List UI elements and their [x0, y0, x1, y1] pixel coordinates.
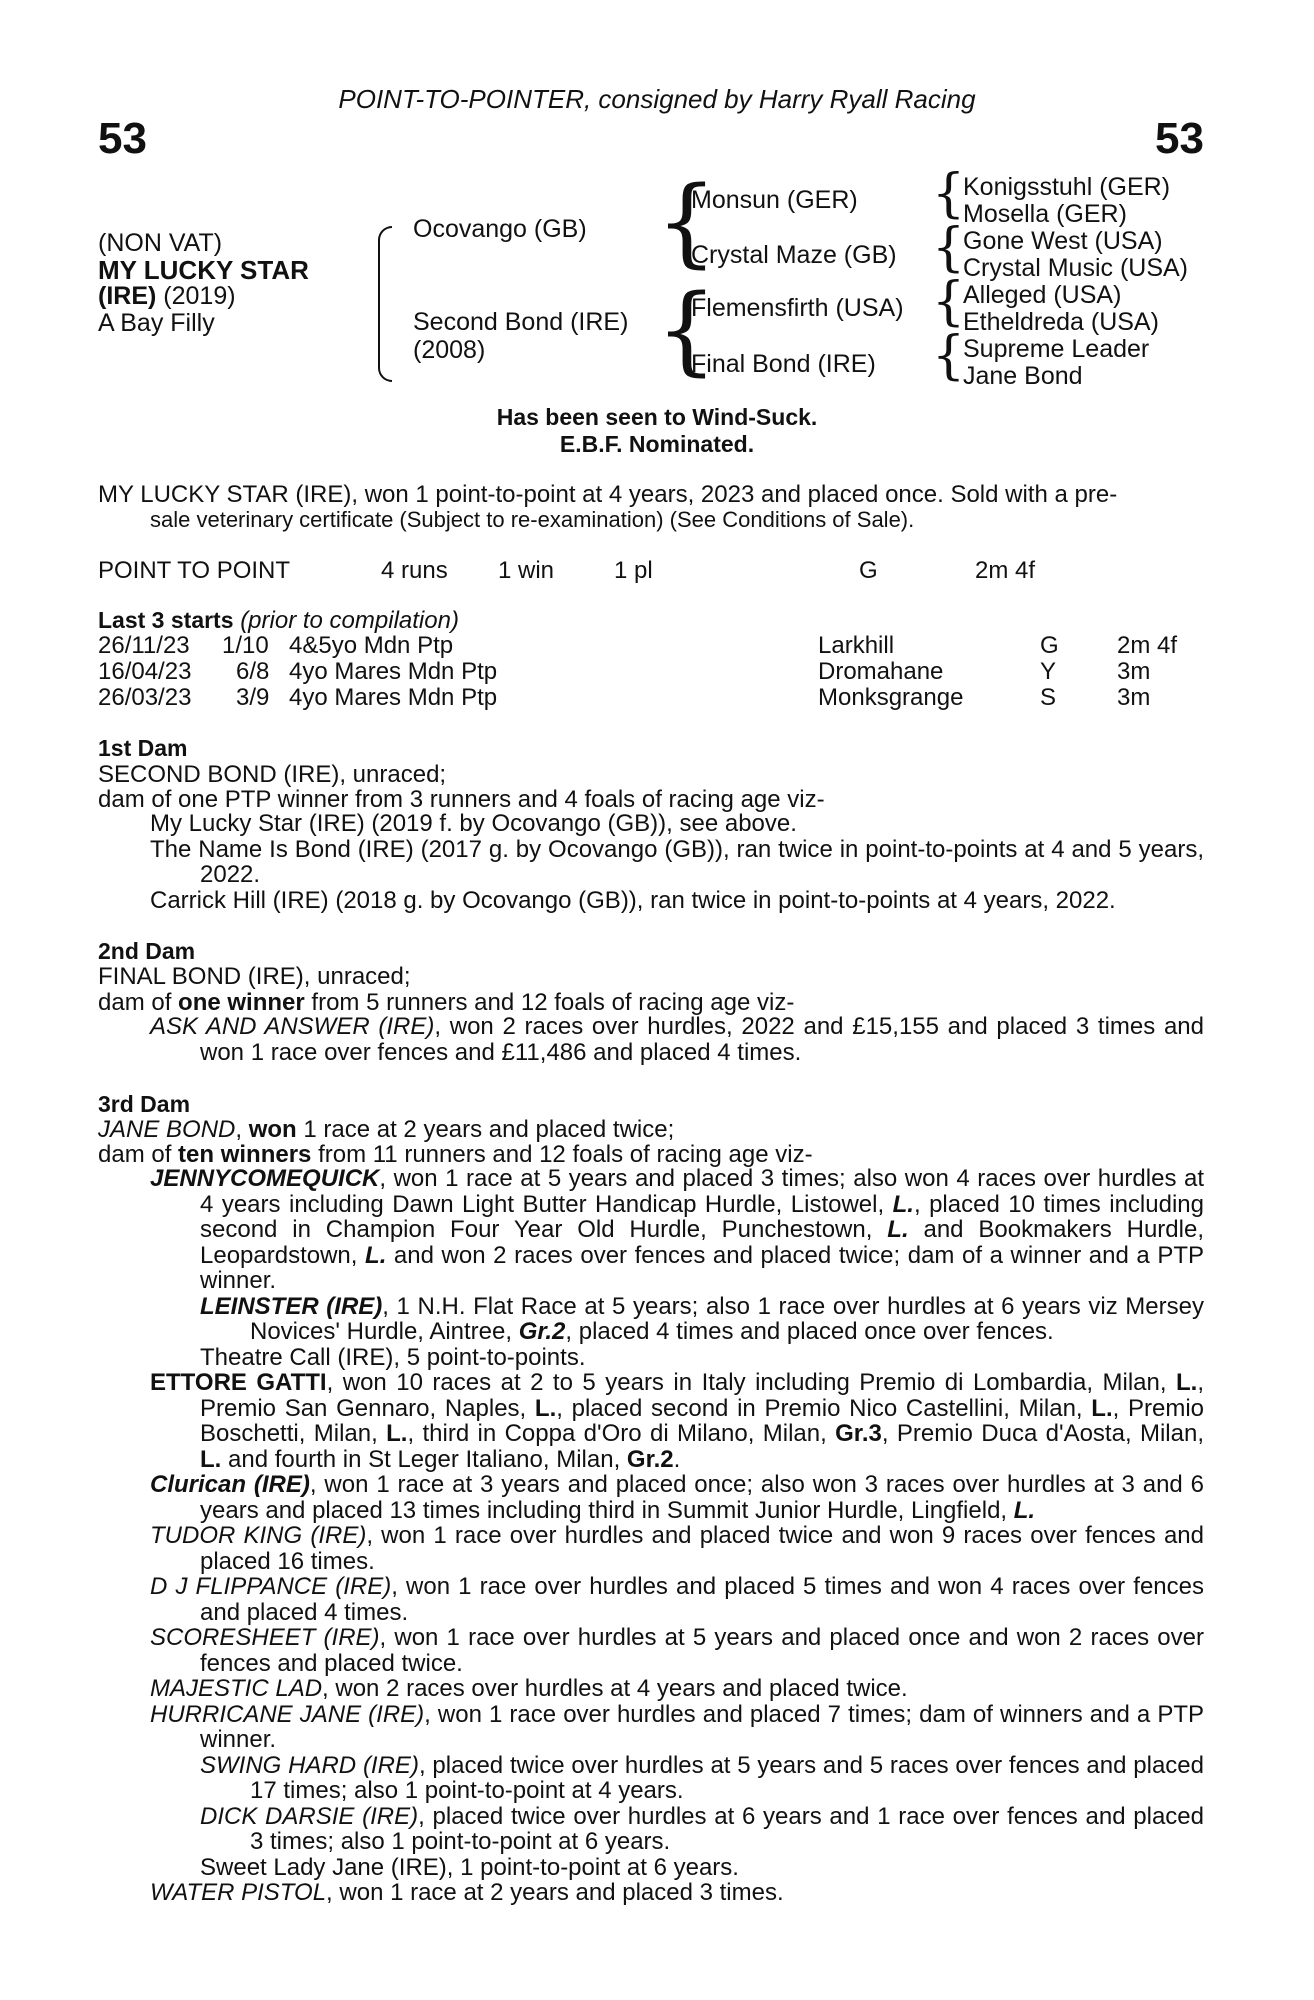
entry-text: , won 1 race over hurdles and placed twice and won 9 races over fences and placed 16 times. [200, 1522, 1205, 1575]
start-race: 4&5yo Mdn Ptp [289, 632, 454, 659]
horse-name: ETTORE GATTI [150, 1369, 327, 1396]
first-dam-produce-line: dam of one PTP winner from 3 runners and 4 foals of racing age viz- [98, 786, 825, 813]
entry-text: and Bookmakers Hurdle, Leopardstown, [200, 1216, 1204, 1269]
produce-entry [150, 1574, 1204, 1625]
produce-entry [150, 1014, 1204, 1065]
last-starts-subtitle: (prior to compilation) [240, 607, 459, 634]
g3-crystal-music: Crystal Music (USA) [963, 254, 1189, 282]
produce-entry [150, 1625, 1204, 1676]
entry-text: , Premio Duca d'Aosta, Milan, [881, 1420, 1204, 1447]
sire-name: Ocovango (GB) [413, 215, 587, 243]
entry-text: , placed 10 times including second in Champion Four Year Old Hurdle, Punchestown, [200, 1190, 1204, 1243]
summary-line-1: MY LUCKY STAR (IRE), won 1 point-to-point at 4 years, 2023 and placed once. Sold with a pre- [98, 481, 1118, 508]
start-position: 6/8 [236, 658, 270, 685]
start-date: 26/03/23 [98, 684, 192, 711]
dam-year: (2008) [413, 336, 486, 364]
race-grade: L. [200, 1445, 222, 1473]
start-going: Y [1040, 658, 1057, 685]
produce-entry: The Name Is Bond (IRE) (2017 g. by Ocovango (GB)), ran twice in point-to-points at 4 and 5 years, 2022. [150, 835, 1204, 888]
horse-name: DICK DARSIE (IRE) [200, 1802, 419, 1830]
start-date: 26/11/23 [98, 632, 190, 659]
start-going: S [1040, 684, 1057, 711]
text: , [235, 1116, 249, 1143]
start-race: 4yo Mares Mdn Ptp [289, 684, 498, 711]
entry-text: , won 1 race at 2 years and placed 3 times. [326, 1879, 784, 1906]
entry-text: , won 2 races over hurdles at 4 years and placed twice. [322, 1675, 908, 1702]
produce-entry: Theatre Call (IRE), 5 point-to-points. [200, 1343, 586, 1371]
lot-number-right: 53 [1155, 114, 1204, 163]
second-dam-line: FINAL BOND (IRE), unraced; [98, 963, 411, 990]
sire-brace: { [656, 166, 718, 278]
entry-text: , won 1 race at 5 years and placed 3 times; also won 4 races over hurdles at 4 years including Dawn Light Butter Handicap Hurdle, Listowel, [200, 1165, 1204, 1218]
start-race: 4yo Mares Mdn Ptp [289, 658, 498, 685]
horse-name: Clurican (IRE) [150, 1471, 310, 1498]
produce-entry [150, 1523, 1204, 1574]
entry-text: , won 1 race over hurdles at 5 years and placed once and won 2 races over fences and placed twice. [200, 1624, 1204, 1677]
start-course: Monksgrange [818, 684, 964, 711]
entry-text: , won 1 race at 3 years and placed once; also won 3 races over hurdles at 3 and 6 years and placed 13 times including third in Summit Junior Hurdle, Lingfield, [200, 1471, 1204, 1524]
race-grade: Gr.2 [518, 1318, 566, 1345]
note-ebf: E.B.F. Nominated. [559, 431, 755, 457]
produce-entry [150, 1880, 1204, 1906]
entry-text: , won 1 race over hurdles and placed 5 times and won 4 races over fences and placed 4 times. [200, 1573, 1204, 1626]
dam-sire: Flemensfirth (USA) [691, 294, 904, 322]
winner-count: ten winners [178, 1141, 312, 1168]
entry-text: , placed second in Premio Nico Castellini, Milan, [556, 1394, 1092, 1422]
text: from 5 runners and 12 foals of racing age viz- [304, 989, 795, 1016]
entry-text: and won 2 races over fences and placed twice; dam of a winner and a PTP winner. [200, 1241, 1205, 1294]
produce-entry [150, 1676, 1204, 1702]
sire-dam: Crystal Maze (GB) [691, 241, 897, 269]
produce-entry [150, 1472, 1204, 1523]
text: 1 race at 2 years and placed twice; [296, 1116, 675, 1143]
pedigree-bracket [378, 226, 392, 382]
entry-text: . [673, 1445, 681, 1473]
entry-text: , won 2 races over hurdles, 2022 and £15,155 and placed 3 times and won 1 race over fences and £11,486 and placed 4 times. [200, 1013, 1204, 1066]
second-dam-heading: 2nd Dam [98, 938, 196, 964]
dam-name: Second Bond (IRE) [413, 308, 629, 336]
produce-entry [150, 1166, 1204, 1294]
won-text: won [248, 1116, 297, 1143]
entry-text: , won 1 race over hurdles and placed 7 times; dam of winners and a PTP winner. [200, 1700, 1204, 1753]
produce-entry [150, 1370, 1204, 1472]
dam-dam: Final Bond (IRE) [691, 350, 876, 378]
produce-entry [200, 1294, 1204, 1345]
horse-description: A Bay Filly [98, 309, 215, 337]
lot-number-left: 53 [98, 114, 147, 163]
second-dam-produce-list [150, 1014, 1204, 1065]
entry-text: , placed twice over hurdles at 5 years and 5 races over fences and placed 17 times; also 1 point-to-point at 4 years. [250, 1751, 1204, 1804]
g3-supreme-leader: Supreme Leader [963, 335, 1150, 363]
horse-country: (IRE) [98, 282, 157, 310]
third-dam-heading: 3rd Dam [98, 1091, 191, 1117]
horse-name: JENNYCOMEQUICK [150, 1165, 380, 1192]
start-going: G [1040, 632, 1059, 659]
horse-country-year [98, 282, 236, 311]
ptp-placed: 1 pl [614, 557, 653, 584]
entry-text: , Premio Boschetti, Milan, [200, 1394, 1204, 1447]
g3-etheldreda: Etheldreda (USA) [963, 308, 1159, 336]
start-position: 1/10 [222, 632, 269, 659]
horse-name: WATER PISTOL [150, 1879, 327, 1906]
g3-konigsstuhl: Konigsstuhl (GER) [963, 173, 1171, 201]
entry-text: and fourth in St Leger Italiano, Milan, [221, 1445, 627, 1473]
dam-brace: { [656, 274, 718, 386]
text: from 11 runners and 12 foals of racing age viz- [311, 1141, 813, 1168]
ptp-wins: 1 win [498, 557, 555, 584]
start-distance: 3m [1117, 658, 1151, 685]
ptp-label: POINT TO POINT [98, 557, 291, 584]
last-starts-title: Last 3 starts [98, 607, 234, 633]
race-grade: L. [1013, 1496, 1036, 1524]
start-position: 3/9 [236, 684, 270, 711]
start-distance: 3m [1117, 684, 1151, 711]
g3-mosella: Mosella (GER) [963, 200, 1127, 228]
produce-entry [150, 1702, 1204, 1753]
horse-name: SWING HARD (IRE) [200, 1751, 419, 1779]
g3-gone-west: Gone West (USA) [963, 227, 1163, 255]
race-grade: L. [1091, 1394, 1113, 1422]
first-dam-produce-list [150, 811, 1204, 913]
start-course: Dromahane [818, 658, 944, 685]
race-grade: Gr.2 [626, 1445, 674, 1473]
text: dam of [98, 1141, 179, 1168]
summary-line-2: sale veterinary certificate (Subject to re-examination) (See Conditions of Sale). [150, 507, 915, 532]
horse-name: TUDOR KING (IRE) [150, 1522, 367, 1549]
horse-name: MAJESTIC LAD [150, 1675, 323, 1702]
horse-name: D J FLIPPANCE (IRE) [150, 1573, 392, 1600]
horse-name: LEINSTER (IRE) [200, 1292, 383, 1320]
race-grade: L. [1176, 1369, 1198, 1396]
entry-text: , placed twice over hurdles at 6 years and 1 race over fences and placed 3 times; also 1 point-to-point at 6 years. [250, 1802, 1204, 1855]
horse-name: SCORESHEET (IRE) [150, 1624, 380, 1651]
race-grade: L. [386, 1420, 408, 1447]
race-grade: L. [534, 1394, 557, 1422]
produce-entry: Carrick Hill (IRE) (2018 g. by Ocovango (GB)), ran twice in point-to-points at 4 years, 2022. [150, 886, 1116, 914]
note-wind-suck: Has been seen to Wind-Suck. [496, 404, 818, 430]
g3-brace-3: { [932, 272, 966, 332]
g3-brace-1: { [932, 164, 966, 224]
entry-text: , 1 N.H. Flat Race at 5 years; also 1 race over hurdles at 6 years viz Mersey Novices' Hurdle, Aintree, [250, 1292, 1204, 1345]
produce-entry: My Lucky Star (IRE) (2019 f. by Ocovango (GB)), see above. [150, 810, 797, 837]
race-grade: Gr.3 [835, 1420, 882, 1447]
entry-text: , Premio San Gennaro, Naples, [200, 1369, 1204, 1422]
entry-text: , won 10 races at 2 to 5 years in Italy including Premio di Lombardia, Milan, [326, 1369, 1176, 1396]
start-distance: 2m 4f [1117, 632, 1178, 659]
race-grade: L. [887, 1216, 909, 1243]
consignor-header: POINT-TO-POINTER, consigned by Harry Ryall Racing [338, 84, 976, 114]
produce-entry [200, 1753, 1204, 1804]
last-starts-heading [98, 607, 459, 635]
horse-year: (2019) [163, 282, 236, 310]
g3-jane-bond: Jane Bond [963, 362, 1083, 390]
ptp-runs: 4 runs [381, 557, 448, 584]
vat-status: (NON VAT) [98, 229, 223, 257]
text: dam of [98, 989, 179, 1016]
ptp-distance: 2m 4f [975, 557, 1036, 584]
dam-name: JANE BOND [98, 1116, 236, 1143]
entry-text: , placed 4 times and placed once over fences. [565, 1318, 1054, 1345]
winner-count: one winner [178, 989, 305, 1016]
third-dam-produce-list [150, 1166, 1204, 1906]
horse-name: MY LUCKY STAR [98, 255, 309, 285]
start-date: 16/04/23 [98, 658, 192, 685]
ptp-going: G [859, 557, 878, 584]
race-grade: L. [365, 1241, 387, 1269]
entry-text: , third in Coppa d'Oro di Milano, Milan, [407, 1420, 836, 1447]
sire-sire: Monsun (GER) [691, 186, 858, 214]
g3-brace-2: { [932, 218, 966, 278]
g3-brace-4: { [932, 326, 966, 386]
g3-alleged: Alleged (USA) [963, 281, 1122, 309]
produce-entry [200, 1804, 1204, 1855]
third-dam-line [98, 1116, 674, 1144]
first-dam-heading: 1st Dam [98, 735, 188, 761]
race-grade: L. [892, 1190, 914, 1218]
produce-entry: Sweet Lady Jane (IRE), 1 point-to-point at 6 years. [200, 1853, 739, 1881]
first-dam-line: SECOND BOND (IRE), unraced; [98, 761, 447, 788]
horse-name: HURRICANE JANE (IRE) [150, 1700, 425, 1728]
horse-name: ASK AND ANSWER (IRE) [150, 1013, 435, 1040]
start-course: Larkhill [818, 632, 895, 659]
